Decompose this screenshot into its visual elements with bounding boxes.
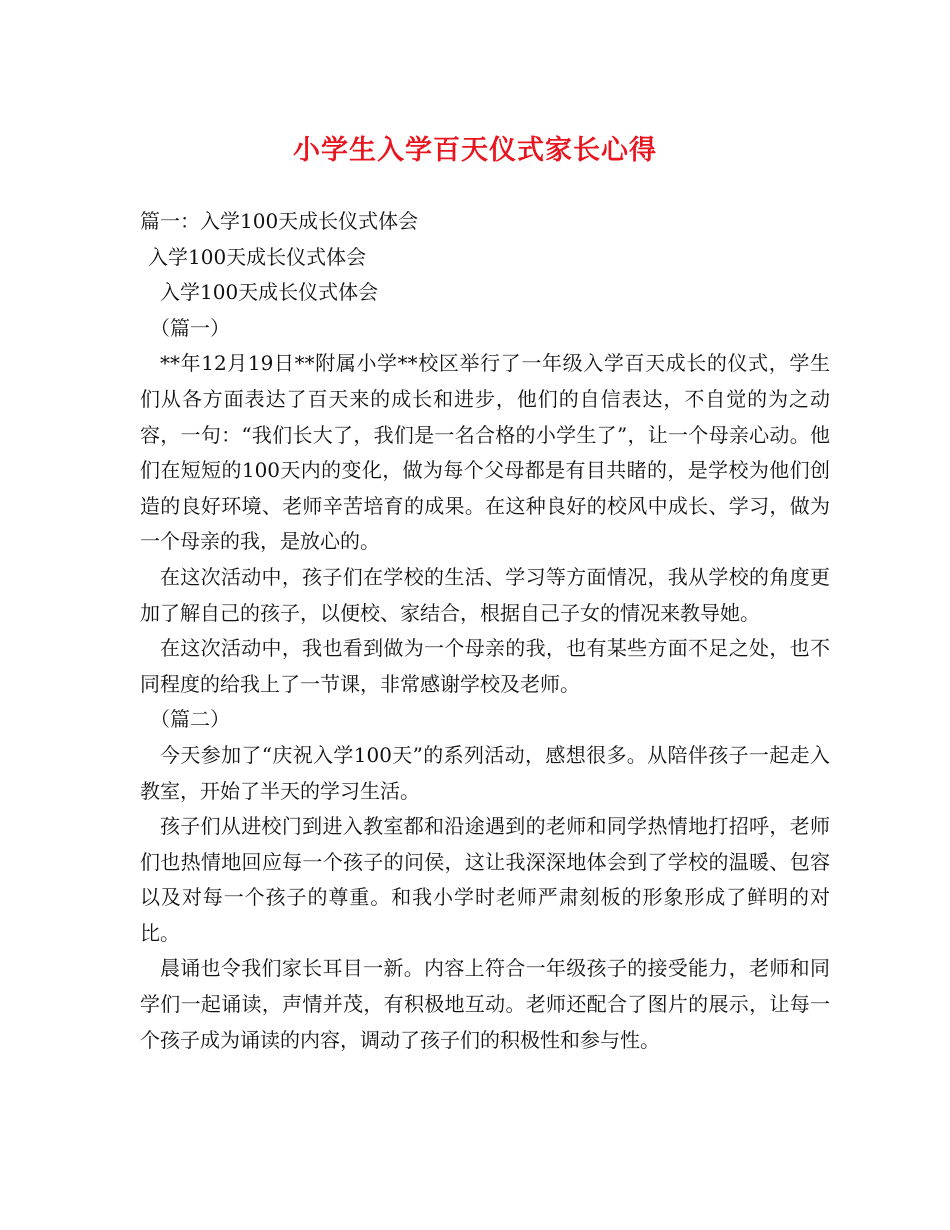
section-2-label: （篇二） [150,707,230,732]
document-body [140,204,830,1058]
heading-1: 篇一：入学100天成长仪式体会 [140,209,419,233]
paragraph: 晨诵也令我们家长耳目一新。内容上符合一年级孩子的接受能力，老师和同学们一起诵读，声情并茂，有积极地互动。老师还配合了图片的展示，让每一个孩子成为诵读的内容，调动了孩子们的积极性和参与性。 [140,956,830,1052]
heading-2: 入学100天成长仪式体会 [148,244,367,269]
paragraph: 在这次活动中，孩子们在学校的生活、学习等方面情况，我从学校的角度更加了解自己的孩子，以便校、家结合，根据自己子女的情况来教导她。 [140,564,830,625]
paragraph: **年12月19日**附属小学**校区举行了一年级入学百天成长的仪式，学生们从各方面表达了百天来的成长和进步，他们的自信表达，不自觉的为之动容，一句：“我们长大了，我们是一名合格的小学生了”，让一个母亲心动。他们在短短的100天内的变化，做为每个父母都是有目共睹的，是学校为他们创造的良好环境、老师辛苦培育的成果。在这种良好的校风中成长、学习，做为一个母亲的我，是放心的。 [140,351,830,554]
paragraph: 孩子们从进校门到进入教室都和沿途遇到的老师和同学热情地打招呼，老师们也热情地回应每一个孩子的问侯，这让我深深地体会到了学校的温暖、包容以及对每一个孩子的尊重。和我小学时老师严肃刻板的形象形成了鲜明的对比。 [140,814,830,945]
paragraph: 今天参加了“庆祝入学100天”的系列活动，感想很多。从陪伴孩子一起走入教室，开始了半天的学习生活。 [140,742,830,803]
document-title: 小学生入学百天仪式家长心得 [293,135,657,166]
heading-3: 入学100天成长仪式体会 [160,280,379,305]
paragraph: 在这次活动中，我也看到做为一个母亲的我，也有某些方面不足之处，也不同程度的给我上了一节课，非常感谢学校及老师。 [140,636,830,696]
section-1-label: （篇一） [150,315,230,340]
